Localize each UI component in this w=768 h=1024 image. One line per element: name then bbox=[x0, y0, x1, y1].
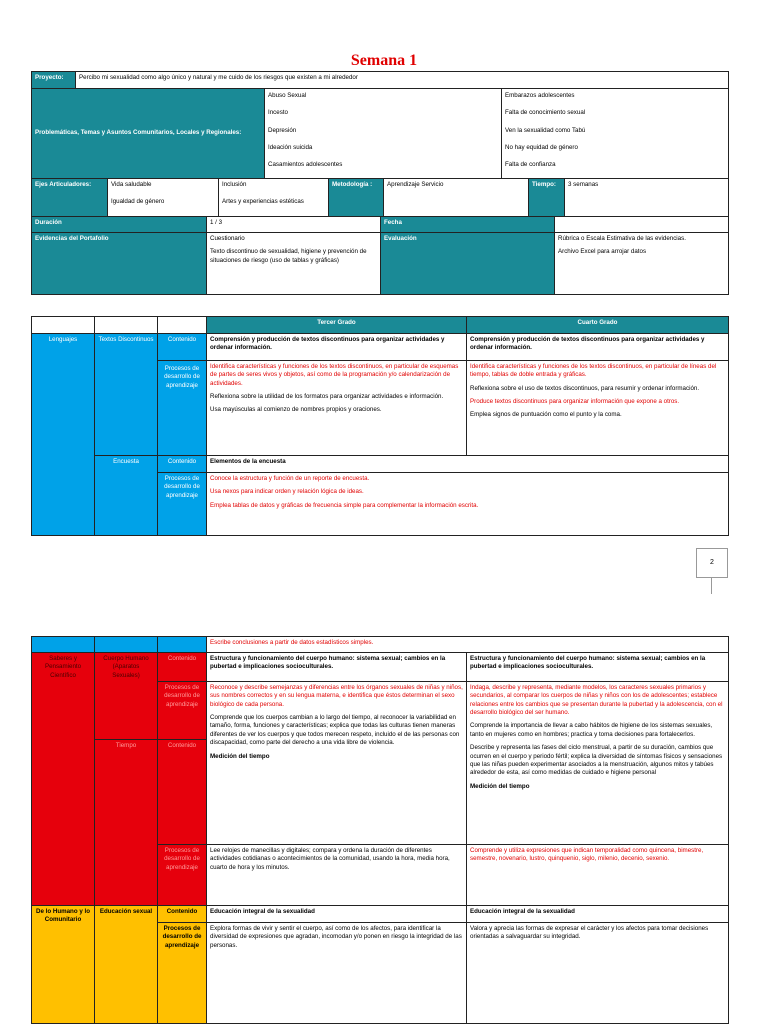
t2-tiempo-pda-3: Lee relojes de manecillas y digitales; compara y ordena la duración de diferentes actividades cotidianas o acontecimientos de la comunidad, usando la hora, media hora, cuarto de hora y los minutos. bbox=[206, 844, 467, 906]
t2-cuerpo-contenido-label-text: Contenido bbox=[167, 655, 197, 662]
medicion-heading: Medición del tiempo bbox=[210, 752, 270, 760]
t1-header-empty2 bbox=[94, 316, 158, 334]
problematica-item: Incesto bbox=[268, 109, 288, 117]
t2-tiempo-pda-4: Comprende y utiliza expresiones que indican temporalidad como quincena, bimestre, semestre, novenario, lustro, quinquenio, siglo, milenio, decenio, sexenio. bbox=[466, 844, 729, 906]
pda-item: Comprende la importancia de llevar a cabo hábitos de higiene de los sistemas sexuales, tanto en mujeres como en hombres; practica y toma decisiones para fortalecerlos. bbox=[470, 722, 713, 738]
t2-cuerpo-tema bbox=[94, 652, 158, 740]
t1-campo bbox=[31, 333, 95, 536]
pda-item: Conoce la estructura y función de un reporte de encuesta. bbox=[210, 475, 370, 482]
page-title: Semana 1 bbox=[350, 52, 418, 69]
t1-r2-tema bbox=[94, 455, 158, 536]
t1-header-tercer: Tercer Grado bbox=[206, 316, 467, 334]
t2-cuerpo-pda-label-text: Procesos de desarrollo de aprendizaje bbox=[164, 684, 200, 708]
t2-humano-contenido-3: Educación integral de la sexualidad bbox=[206, 905, 467, 923]
t2-humano-contenido-label: Contenido bbox=[157, 905, 207, 923]
page-number-tick bbox=[711, 578, 712, 594]
problematica-item: Depresión bbox=[268, 126, 297, 134]
project-text: Percibo mi sexualidad como algo único y natural y me cuido de los riesgos que existen a mi alrededor bbox=[75, 71, 729, 89]
t2-campo-saberes-text: Saberes y Pensamiento Científico bbox=[44, 655, 82, 679]
t1-r2-contenido-label-text: Contenido bbox=[167, 458, 197, 465]
pda-item: Reconoce y describe semejanzas y diferencias entre los órganos sexuales de niñas y niños, sus nombres correctos y en su lengua materna, e identifica que éstos determinan el sexo biológico de cada persona. bbox=[210, 684, 463, 708]
pda-item: Describe y representa las fases del ciclo menstrual, a partir de su duración, cambios que ocurren en el cuerpo y periodo fértil; explica la diversidad de síntomas físicos y sensaciones que las niñas pueden experimentar asociados a la menstruación, algunos mitos y tabúes alrededor de esta, así como medidas de cuidado e higiene personal bbox=[470, 744, 723, 777]
t1-campo-text: Lenguajes bbox=[48, 336, 78, 343]
t2-cuerpo-contenido-label bbox=[157, 652, 207, 682]
eje-item: Vida saludable bbox=[111, 181, 152, 188]
fecha-value bbox=[554, 216, 729, 233]
t1-r2-pda-label-text: Procesos de desarrollo de aprendizaje bbox=[164, 475, 200, 499]
pda-item: Usa nexos para indicar orden y relación lógica de ideas. bbox=[210, 488, 364, 496]
page-number: 2 bbox=[696, 548, 728, 578]
t1-r1-pda-label bbox=[157, 360, 207, 456]
t2-top-empty1 bbox=[31, 636, 95, 653]
t1-r2-pda-label bbox=[157, 472, 207, 536]
evidencia-item: Texto discontinuo de sexualidad, higiene y prevención de situaciones de riesgo (uso de tablas y gráficas) bbox=[210, 248, 367, 264]
medicion-heading: Medición del tiempo bbox=[470, 782, 530, 790]
tiempo-label: Tiempo: bbox=[528, 178, 565, 217]
evidencias-items bbox=[206, 232, 381, 295]
t1-header-cuarto: Cuarto Grado bbox=[466, 316, 729, 334]
evidencia-item: Cuestionario bbox=[210, 235, 245, 242]
problematica-item: Casamientos adolescentes bbox=[268, 161, 343, 169]
pda-item: Emplea tablas de datos y gráficas de frecuencia simple para complementar la información escrita. bbox=[210, 501, 479, 509]
t2-humano-pda-label: Procesos de desarrollo de aprendizaje bbox=[157, 922, 207, 1024]
t2-cuerpo-pda-4 bbox=[466, 681, 729, 845]
eje-item: Inclusión bbox=[222, 181, 247, 188]
t2-cuerpo-contenido-4: Estructura y funcionamiento del cuerpo humano: sistema sexual; cambios en la pubertad e implicaciones socioculturales. bbox=[466, 652, 729, 682]
evidencias-label: Evidencias del Portafolio bbox=[31, 232, 207, 295]
t2-humano-pda-4: Valora y aprecia las formas de expresar el carácter y los afectos para tomar decisiones orientadas a salvaguardar su integridad. bbox=[466, 922, 729, 1024]
problematicas-label-text: Problemáticas, Temas y Asuntos Comunitarios, Locales y Regionales: bbox=[35, 129, 242, 137]
pda-item: Emplea signos de puntuación como el punto y la coma. bbox=[470, 411, 622, 419]
t2-campo-humano: De lo Humano y lo Comunitario bbox=[31, 905, 95, 1024]
problematica-item: Ideación suicida bbox=[268, 144, 313, 152]
t1-r1-contenido-label bbox=[157, 333, 207, 361]
ejes-col2 bbox=[218, 178, 329, 217]
evaluacion-item: Rúbrica o Escala Estimativa de las evidencias. bbox=[558, 235, 686, 242]
eje-item: Igualdad de género bbox=[111, 198, 165, 206]
metodologia-label: Metodología : bbox=[328, 178, 384, 217]
t2-top-empty3 bbox=[157, 636, 207, 653]
problematica-item: Embarazos adolescentes bbox=[505, 92, 575, 99]
evaluacion-label: Evaluación bbox=[380, 232, 555, 295]
t1-r1-tema bbox=[94, 333, 158, 456]
metodologia-value: Aprendizaje Servicio bbox=[383, 178, 529, 217]
problematica-item: Ven la sexualidad como Tabú bbox=[505, 126, 586, 134]
problematica-item: Falta de conocimiento sexual bbox=[505, 109, 586, 117]
pda-item: Identifica características y funciones de los textos discontinuos, en particular de esquemas de partes de seres vivos y objetos, así como de la programación y/o calendarización de actividades. bbox=[210, 363, 459, 387]
t2-top-empty2 bbox=[94, 636, 158, 653]
t1-r1-contenido-label-text: Contenido bbox=[167, 336, 197, 343]
t2-humano-pda-3: Explora formas de vivir y sentir el cuerpo, así como de los afectos, para identificar la diversidad de expresiones que agradan, incomodan y/o ponen en riesgo la integridad de las personas. bbox=[206, 922, 467, 1024]
t2-campo-saberes bbox=[31, 652, 95, 906]
duracion-label: Duración bbox=[31, 216, 207, 233]
t2-tiempo-pda-label-text: Procesos de desarrollo de aprendizaje bbox=[164, 847, 200, 871]
t2-top-row: Escribe conclusiones a partir de datos estadísticos simples. bbox=[206, 636, 729, 653]
ejes-label: Ejes Articuladores: bbox=[31, 178, 108, 217]
t2-tiempo-pda-label bbox=[157, 844, 207, 906]
t1-r2-contenido-label bbox=[157, 455, 207, 473]
eje-item: Artes y experiencias estéticas bbox=[222, 198, 304, 206]
pda-item: Reflexiona sobre la utilidad de los formatos para organizar actividades e información. bbox=[210, 393, 444, 401]
pda-item: Usa mayúsculas al comienzo de nombres propios y oraciones. bbox=[210, 406, 382, 414]
pda-item: Comprende que los cuerpos cambian a lo largo del tiempo, al reconocer la variabilidad en tamaño, forma, funciones y características; explica que todas las culturas tienen maneras diferentes de ver los cuerpos y que todos merecen respeto, incluido el de las personas con discapacidad, como parte del derecho a una vida libre de violencia. bbox=[210, 714, 460, 747]
t1-r2-tema-text: Encuesta bbox=[113, 458, 139, 465]
t2-tiempo-contenido-label-text: Contenido bbox=[167, 742, 197, 749]
t1-r1-contenido-4: Comprensión y producción de textos discontinuos para organizar actividades y ordenar información. bbox=[466, 333, 729, 361]
t1-header-empty3 bbox=[157, 316, 207, 334]
project-label: Proyecto: bbox=[31, 71, 76, 89]
pda-item: Indaga, describe y representa, mediante modelos, los caracteres sexuales primarios y secundarios, al comparar los cuerpos de niñas y niños con los de adolescentes; establece relaciones entre los cambios que se presentan durante la pubertad y la adolescencia, con el desarrollo biológico del ser humano. bbox=[470, 684, 723, 717]
t1-r1-tema-text: Textos Discontinuos bbox=[98, 336, 154, 343]
t2-tiempo-contenido-label bbox=[157, 739, 207, 845]
t2-cuerpo-pda-3 bbox=[206, 681, 467, 845]
pda-item: Identifica características y funciones de los textos discontinuos, en particular de líneas del tiempo, tablas de doble entrada y gráficas. bbox=[470, 363, 717, 379]
t1-r2-pda bbox=[206, 472, 729, 536]
problematicas-label bbox=[31, 88, 265, 179]
t2-humano-tema: Educación sexual bbox=[94, 905, 158, 1024]
t1-header-empty1 bbox=[31, 316, 95, 334]
t2-humano-contenido-4: Educación integral de la sexualidad bbox=[466, 905, 729, 923]
problematicas-col1 bbox=[264, 88, 502, 179]
t1-r2-contenido: Elementos de la encuesta bbox=[206, 455, 729, 473]
problematica-item: No hay equidad de género bbox=[505, 144, 578, 152]
t2-tiempo-tema bbox=[94, 739, 158, 906]
t1-r1-contenido-3: Comprensión y producción de textos discontinuos para organizar actividades y ordenar información. bbox=[206, 333, 467, 361]
pda-item: Reflexiona sobre el uso de textos discontinuos, para resumir y ordenar información. bbox=[470, 384, 700, 392]
t2-cuerpo-contenido-3: Estructura y funcionamiento del cuerpo humano: sistema sexual; cambios en la pubertad e implicaciones socioculturales. bbox=[206, 652, 467, 682]
t2-cuerpo-pda-label bbox=[157, 681, 207, 740]
duracion-value: 1 / 3 bbox=[206, 216, 381, 233]
tiempo-value: 3 semanas bbox=[564, 178, 729, 217]
fecha-label: Fecha bbox=[380, 216, 555, 233]
ejes-col1 bbox=[107, 178, 219, 217]
t1-r1-pda-3 bbox=[206, 360, 467, 456]
t2-cuerpo-tema-text: Cuerpo Humano (Aparatos Sexuales) bbox=[103, 655, 149, 679]
problematicas-col2 bbox=[501, 88, 729, 179]
problematica-item: Abuso Sexual bbox=[268, 92, 307, 99]
pda-item: Produce textos discontinuos para organizar información que expone a otros. bbox=[470, 398, 680, 406]
problematica-item: Falta de confianza bbox=[505, 161, 556, 169]
t1-r1-pda-label-text: Procesos de desarrollo de aprendizaje bbox=[164, 365, 200, 389]
evaluacion-item: Archivo Excel para arrojar datos bbox=[558, 248, 647, 256]
t2-tiempo-tema-text: Tiempo bbox=[115, 742, 137, 749]
t1-r1-pda-4 bbox=[466, 360, 729, 456]
evaluacion-items bbox=[554, 232, 729, 295]
